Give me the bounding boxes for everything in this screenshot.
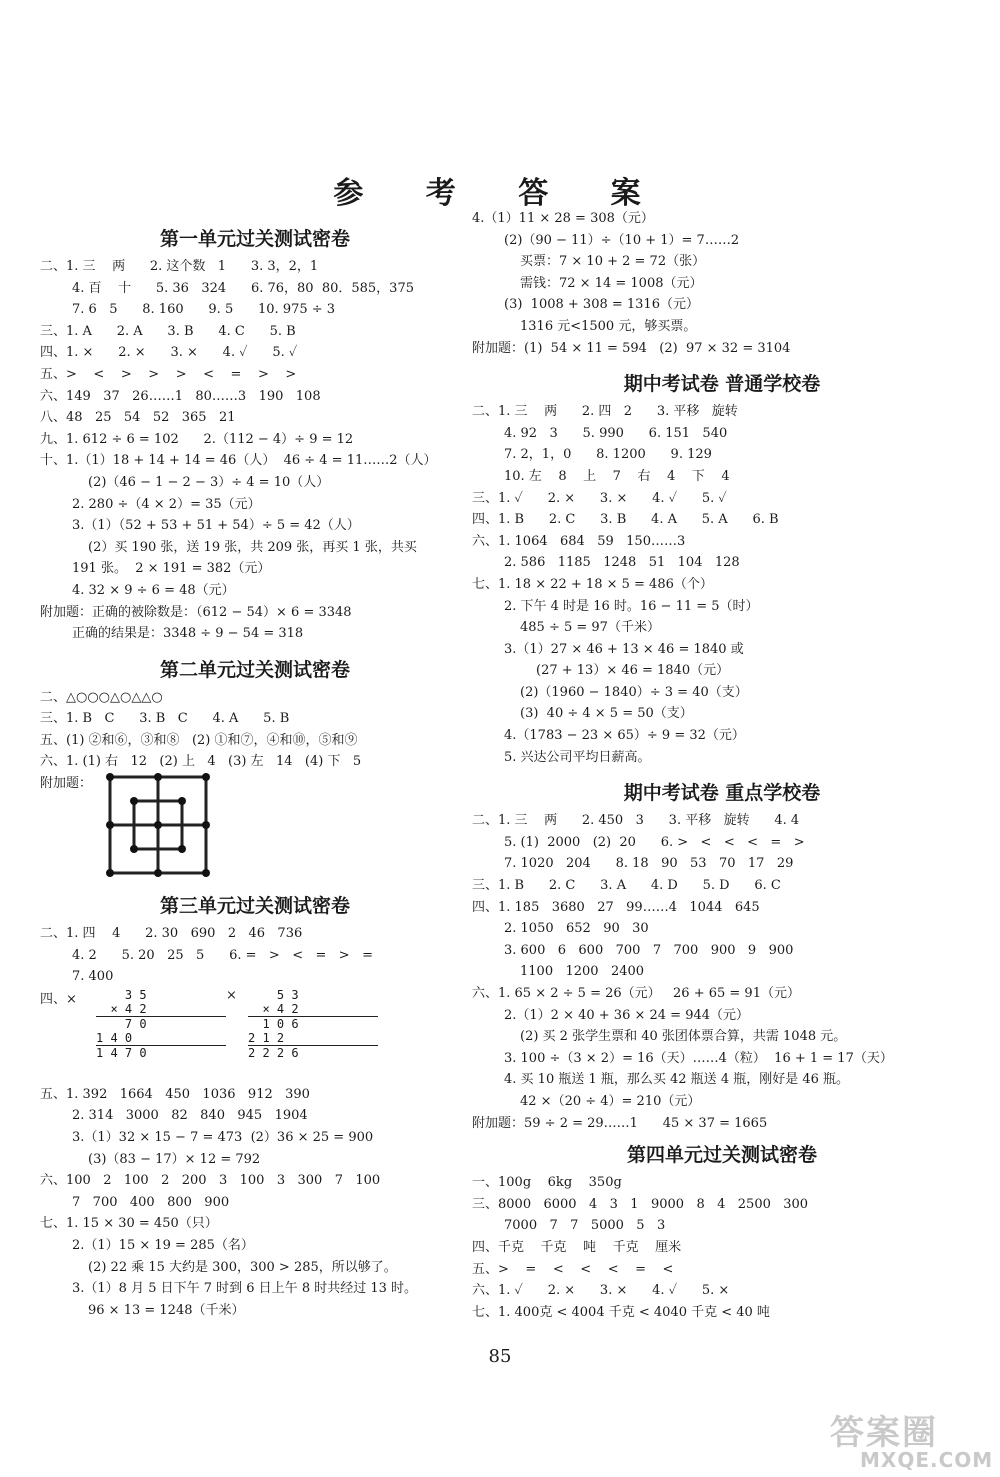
answer-line: (2)（90 − 11）÷（10 + 1）= 7……2	[504, 232, 740, 248]
answer-line: 5. 兴达公司平均日薪高。	[504, 749, 651, 765]
answer-line: 4. 百 十 5. 36 324 6. 76，80 80．585，375	[72, 280, 414, 296]
answer-line: 七、1. 18 × 22 + 18 × 5 = 486（个）	[472, 576, 713, 592]
vertical-multiplication-block	[40, 988, 470, 1084]
answer-line: 附加题：正确的被除数是：（612 − 54）× 6 = 3348	[40, 604, 352, 620]
answer-line: 4. 2 5. 20 25 5 6. = > < = > =	[72, 947, 373, 963]
left-column	[40, 222, 470, 1321]
answer-line: (2) 22 乘 15 大约是 300，300 > 285，所以够了。	[88, 1259, 397, 1275]
answer-line: 十、1.（1）18 + 14 + 14 = 46（人） 46 ÷ 4 = 11……2（人）	[40, 453, 437, 469]
answer-line: 八、48 25 54 52 365 21	[40, 410, 236, 426]
answer-line: 3. 100 ÷（3 × 2）= 16（天）……4（粒） 16 + 1 = 17（天）	[504, 1050, 893, 1066]
answer-line: 3.（1）32 × 15 − 7 = 473 (2）36 × 25 = 900	[72, 1130, 374, 1146]
unit2-heading: 第二单元过关测试密卷	[159, 658, 350, 681]
answer-line: 七、1. 15 × 30 = 450（只）	[40, 1216, 218, 1232]
answer-line: 买票：7 × 10 + 2 = 72（张）	[520, 254, 706, 270]
answer-line: 10. 左 8 上 7 右 4 下 4	[504, 468, 730, 484]
answer-line: 7000 7 7 5000 5 3	[504, 1218, 666, 1234]
unit3-heading: 第三单元过关测试密卷	[159, 895, 350, 918]
answer-line: 六、1. (1) 右 12 (2) 上 4 (3) 左 14 (4) 下 5	[40, 754, 362, 770]
mult-line: 1 0 6	[248, 1016, 378, 1031]
answer-line: 四、1. × 2. × 3. × 4. ✓ 5. ✓	[40, 345, 298, 361]
answer-line: 7. 1020 204 8. 18 90 53 70 17 29	[504, 856, 794, 872]
right-column	[472, 208, 972, 1323]
answer-line: 3.（1）8 月 5 日下午 7 时到 6 日上午 8 时共经过 13 时。	[72, 1281, 418, 1297]
answer-line: 需钱：72 × 14 = 1008（元）	[520, 275, 703, 291]
answer-line: 一、100g 6kg 350g	[472, 1175, 622, 1191]
answer-line: 4.（1）11 × 28 = 308（元）	[472, 211, 654, 226]
answer-line: 五、(1) ②和⑥，③和⑧ (2) ①和⑦，④和⑩，⑤和⑨	[40, 732, 358, 748]
page-title: 参 考 答 案	[333, 176, 667, 211]
answer-line: 五、1. 392 1664 450 1036 912 390	[40, 1086, 310, 1102]
mult-line: 1 4 7 0	[96, 1045, 226, 1060]
answer-line: 五、> < > > > < = > >	[40, 366, 297, 382]
answer-line: 二、1. 三 两 2. 这个数 1 3. 3，2，1	[40, 259, 319, 274]
answer-line: 3. 600 6 600 700 7 700 900 9 900	[504, 942, 794, 958]
mult-line: × 4 2	[248, 1001, 299, 1016]
answer-line: 7. 2，1，0 8. 1200 9. 129	[504, 447, 712, 463]
answer-line: 二、△○○○△○△△○	[40, 689, 163, 705]
answer-line: 五、> = < < < = <	[472, 1261, 674, 1277]
answer-line: 2.（1）15 × 19 = 285（名）	[72, 1238, 254, 1253]
mult-line: 2 1 2	[248, 1030, 299, 1045]
answer-line: 三、1. B C 3. B C 4. A 5. B	[40, 711, 290, 727]
answer-line: 3.（1）27 × 46 + 13 × 46 = 1840 或	[504, 641, 744, 657]
mult-label: ×	[226, 987, 237, 1003]
answer-line: 4. 买 10 瓶送 1 瓶，那么买 42 瓶送 4 瓶，刚好是 46 瓶。	[504, 1072, 850, 1088]
answer-line: 四、1. 185 3680 27 99……4 1044 645	[472, 899, 760, 915]
mult-line: 7 0	[96, 1016, 226, 1031]
puzzle-label: 附加题：	[40, 776, 93, 792]
answer-line: 六、1. 1064 684 59 150……3	[472, 533, 686, 549]
answer-line: 1100 1200 2400	[520, 964, 645, 980]
answer-line: 2. 下午 4 时是 16 时。16 − 11 = 5（时）	[504, 598, 759, 614]
answer-line: 2. 314 3000 82 840 945 1904	[72, 1108, 308, 1124]
answer-line: 三、1. ✓ 2. × 3. × 4. ✓ 5. ✓	[472, 490, 727, 506]
answer-line: 三、8000 6000 4 3 1 9000 8 4 2500 300	[472, 1196, 809, 1212]
answer-line: (3) 40 ÷ 4 × 5 = 50（支）	[520, 706, 693, 722]
answer-line: 附加题：59 ÷ 2 = 29……1 45 × 37 = 1665	[472, 1115, 768, 1131]
mult-line: × 4 2	[96, 1001, 147, 1016]
answer-line: 四、1. B 2. C 3. B 4. A 5. A 6. B	[472, 512, 779, 528]
answer-line: (2) 买 2 张学生票和 40 张团体票合算，共需 1048 元。	[520, 1029, 847, 1045]
midterm-key-heading: 期中考试卷 重点学校卷	[623, 782, 821, 805]
answer-line: 二、1. 四 4 2. 30 690 2 46 736	[40, 926, 303, 942]
answer-line: 四、千克 千克 吨 千克 厘米	[472, 1239, 682, 1255]
unit1-heading: 第一单元过关测试密卷	[159, 228, 350, 250]
answer-line: 191 张。 2 × 191 = 382（元）	[72, 561, 271, 577]
answer-line: 七、1. 400克 < 4004 千克 < 4040 千克 < 40 吨	[472, 1304, 770, 1320]
answer-line: 三、1. A 2. A 3. B 4. C 5. B	[40, 323, 296, 339]
answer-line: 2. 280 ÷（4 × 2）= 35（元）	[72, 496, 261, 512]
mult-label: 四、×	[40, 991, 77, 1007]
answer-line: 正确的结果是：3348 ÷ 9 − 54 = 318	[72, 626, 304, 642]
answer-line: 2. 1050 652 90 30	[504, 921, 649, 937]
answer-line: 7. 6 5 8. 160 9. 5 10. 975 ÷ 3	[72, 302, 336, 318]
answer-line: 4. 92 3 5. 990 6. 151 540	[504, 425, 728, 441]
answer-line: 4. 32 × 9 ÷ 6 = 48（元）	[72, 582, 235, 598]
vertical-multiplication-2	[248, 988, 378, 1084]
answer-line: 六、1. 65 × 2 ÷ 5 = 26（元） 26 + 65 = 91（元）	[472, 986, 800, 1001]
midterm-normal-heading: 期中考试卷 普通学校卷	[623, 373, 821, 396]
answer-line: (3) 1008 + 308 = 1316（元）	[504, 297, 699, 313]
answer-line: 1316 元<1500 元，够买票。	[520, 318, 697, 334]
vertical-multiplication-1	[96, 988, 226, 1084]
mult-line: 1 4 0	[96, 1030, 147, 1045]
answer-line: (2)（1960 − 1840）÷ 3 = 40（支）	[520, 684, 748, 700]
answer-line: 三、1. B 2. C 3. A 4. D 5. D 6. C	[472, 878, 781, 894]
answer-line: (3)（83 − 17）× 12 = 792	[88, 1151, 261, 1167]
answer-line: (2)（46 − 1 − 2 − 3）÷ 4 = 10（人）	[88, 474, 330, 490]
answer-line: (27 + 13）× 46 = 1840（元）	[536, 663, 730, 679]
mult-line: 2 2 2 6	[248, 1045, 378, 1060]
matchstick-puzzle-figure	[102, 773, 212, 877]
mult-line: 5 3	[248, 987, 299, 1002]
answer-line: 3.（1）（52 + 53 + 51 + 54）÷ 5 = 42（人）	[72, 518, 360, 534]
watermark-logo	[830, 1405, 994, 1475]
answer-line: 附加题：(1) 54 × 11 = 594 (2) 97 × 32 = 3104	[472, 340, 791, 356]
page-number: 85	[488, 1346, 512, 1367]
answer-line: 485 ÷ 5 = 97（千米）	[520, 620, 660, 636]
answer-line: (2）买 190 张，送 19 张，共 209 张，再买 1 张，共买	[88, 539, 417, 555]
answer-line: 六、149 37 26……1 80……3 190 108	[40, 388, 321, 404]
answer-line: 二、1. 三 两 2. 450 3 3. 平移 旋转 4. 4	[472, 813, 800, 829]
answer-line: 7 700 400 800 900	[72, 1194, 230, 1210]
watermark-url: MXQE.COM	[860, 1448, 994, 1472]
watermark-text: 答案圈	[830, 1413, 938, 1453]
answer-line: 六、1. ✓ 2. × 3. × 4. ✓ 5. ×	[472, 1283, 730, 1299]
answer-line: 六、100 2 100 2 200 3 100 3 300 7 100	[40, 1173, 381, 1189]
mult-line: 3 5	[96, 987, 147, 1002]
answer-line: 42 ×（20 ÷ 4）= 210（元）	[520, 1093, 701, 1109]
answer-line: 2. 586 1185 1248 51 104 128	[504, 555, 740, 571]
answer-line: 7. 400	[72, 969, 114, 985]
answer-line: 5. (1) 2000 (2) 20 6. > < < < = >	[504, 834, 805, 850]
puzzle-block	[40, 773, 470, 881]
answer-line: 二、1. 三 两 2. 四 2 3. 平移 旋转	[472, 404, 738, 420]
unit4-heading: 第四单元过关测试密卷	[626, 1144, 817, 1167]
answer-line: 九、1. 612 ÷ 6 = 102 2.（112 − 4）÷ 9 = 12	[40, 431, 354, 447]
answer-line: 2.（1）2 × 40 + 36 × 24 = 944（元）	[504, 1007, 750, 1023]
answer-line: 4.（1783 − 23 × 65）÷ 9 = 32（元）	[504, 728, 745, 744]
answer-line: 96 × 13 = 1248（千米）	[88, 1302, 245, 1318]
